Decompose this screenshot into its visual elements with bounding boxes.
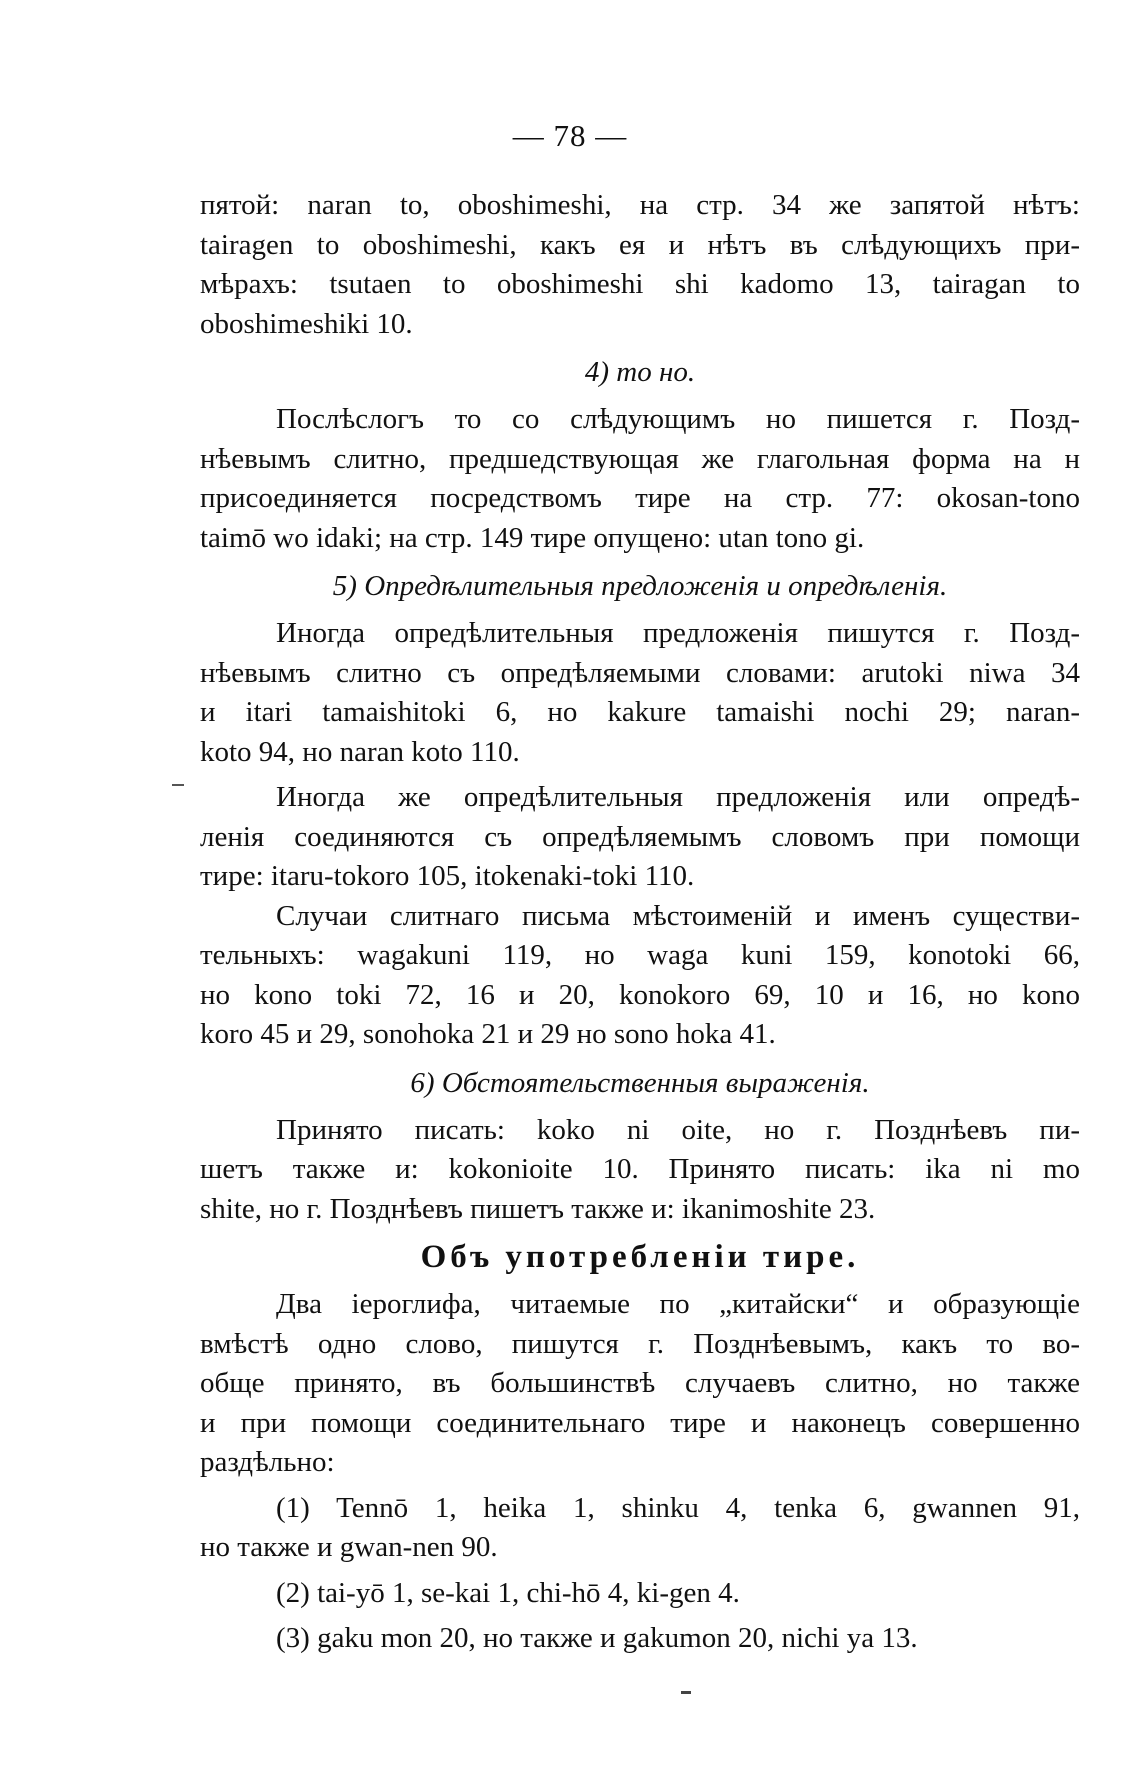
text-line: нѣевымъ слитно съ опредѣляемыми словами: arutoki niwa 34 xyxy=(200,656,1080,689)
chapter-heading: Объ употребленіи тире. xyxy=(420,1239,860,1275)
section-heading: 5) Опредѣлительныя предложенія и опредѣленія. xyxy=(332,570,948,602)
text-line: Послѣслогъ то со слѣдующимъ но пишется г. Позд- xyxy=(276,403,1080,435)
text-line: нѣевымъ слитно, предшедствующая же глагольная форма на н xyxy=(200,442,1080,475)
text-line: koto 94, но naran koto 110. xyxy=(200,735,520,768)
text-line: и при помощи соединительнаго тире и наконецъ совершенно xyxy=(200,1406,1080,1439)
text-line: вмѣстѣ одно слово, пишутся г. Позднѣевымъ, какъ то во- xyxy=(200,1327,1080,1360)
text-line: Иногда опредѣлительныя предложенія пишутся г. Позд- xyxy=(276,617,1080,649)
text-line: шетъ также и: kokonioite 10. Принято писать: ika ni mo xyxy=(200,1153,1080,1185)
text-line: tairagen to oboshimeshi, какъ ея и нѣтъ въ слѣдующихъ при- xyxy=(200,228,1080,261)
list-item: (2) tai-yō 1, se-kai 1, chi-hō 4, ki-gen 4. xyxy=(276,1576,740,1609)
body-text xyxy=(200,186,1080,1659)
text-line: раздѣльно: xyxy=(200,1446,335,1478)
text-line: Принято писать: koko ni oite, но г. Позднѣевъ пи- xyxy=(276,1113,1080,1146)
print-mark xyxy=(681,1691,691,1694)
text-line: пятой: naran to, oboshimeshi, на стр. 34 же запятой нѣтъ: xyxy=(200,189,1080,221)
text-line: тире: itaru-tokoro 105, itokenaki-toki 110. xyxy=(200,860,695,892)
section-heading: 4) то но. xyxy=(584,356,696,388)
page-number: — 78 — xyxy=(512,118,628,153)
text-line: и itari tamaishitoki 6, но kakure tamaishi nochi 29; naran- xyxy=(200,696,1080,728)
text-line: shite, но г. Позднѣевъ пишетъ также и: ikanimoshite 23. xyxy=(200,1192,876,1225)
text-line: мѣрахъ: tsutaen to oboshimeshi shi kadomo 13, tairagan to xyxy=(200,268,1080,300)
list-item: (3) gaku mon 20, но также и gakumon 20, nichi ya 13. xyxy=(276,1622,918,1654)
text-line: ленія соединяются съ опредѣляемымъ словомъ при помощи xyxy=(200,820,1080,853)
section-heading: 6) Обстоятельственныя выраженія. xyxy=(410,1066,870,1099)
list-item: (1) Tennō 1, heika 1, shinku 4, tenka 6, gwannen 91, xyxy=(276,1491,1080,1524)
text-line: тельныхъ: wagakuni 119, но waga kuni 159, konotoki 66, xyxy=(200,939,1080,971)
text-line: Случаи слитнаго письма мѣстоименій и именъ существи- xyxy=(276,899,1080,932)
text-line: но также и gwan-nen 90. xyxy=(200,1531,498,1563)
text-line: обще принято, въ большинствѣ случаевъ слитно, но также xyxy=(200,1367,1080,1399)
text-line: oboshimeshiki 10. xyxy=(200,307,413,340)
text-line: koro 45 и 29, sonohoka 21 и 29 но sono hoka 41. xyxy=(200,1018,776,1050)
text-line: присоединяется посредствомъ тире на стр. 77: okosan-tono xyxy=(200,482,1080,514)
text-line: но kono toki 72, 16 и 20, konokoro 69, 10 и 16, но kono xyxy=(200,978,1080,1011)
text-line: taimō wo idaki; на стр. 149 тире опущено: utan tono gi. xyxy=(200,521,865,554)
margin-mark xyxy=(172,784,184,786)
text-line: Иногда же опредѣлительныя предложенія или опредѣ- xyxy=(276,781,1080,813)
text-line: Два іероглифа, читаемые по „китайски“ и образующіе xyxy=(276,1288,1080,1320)
